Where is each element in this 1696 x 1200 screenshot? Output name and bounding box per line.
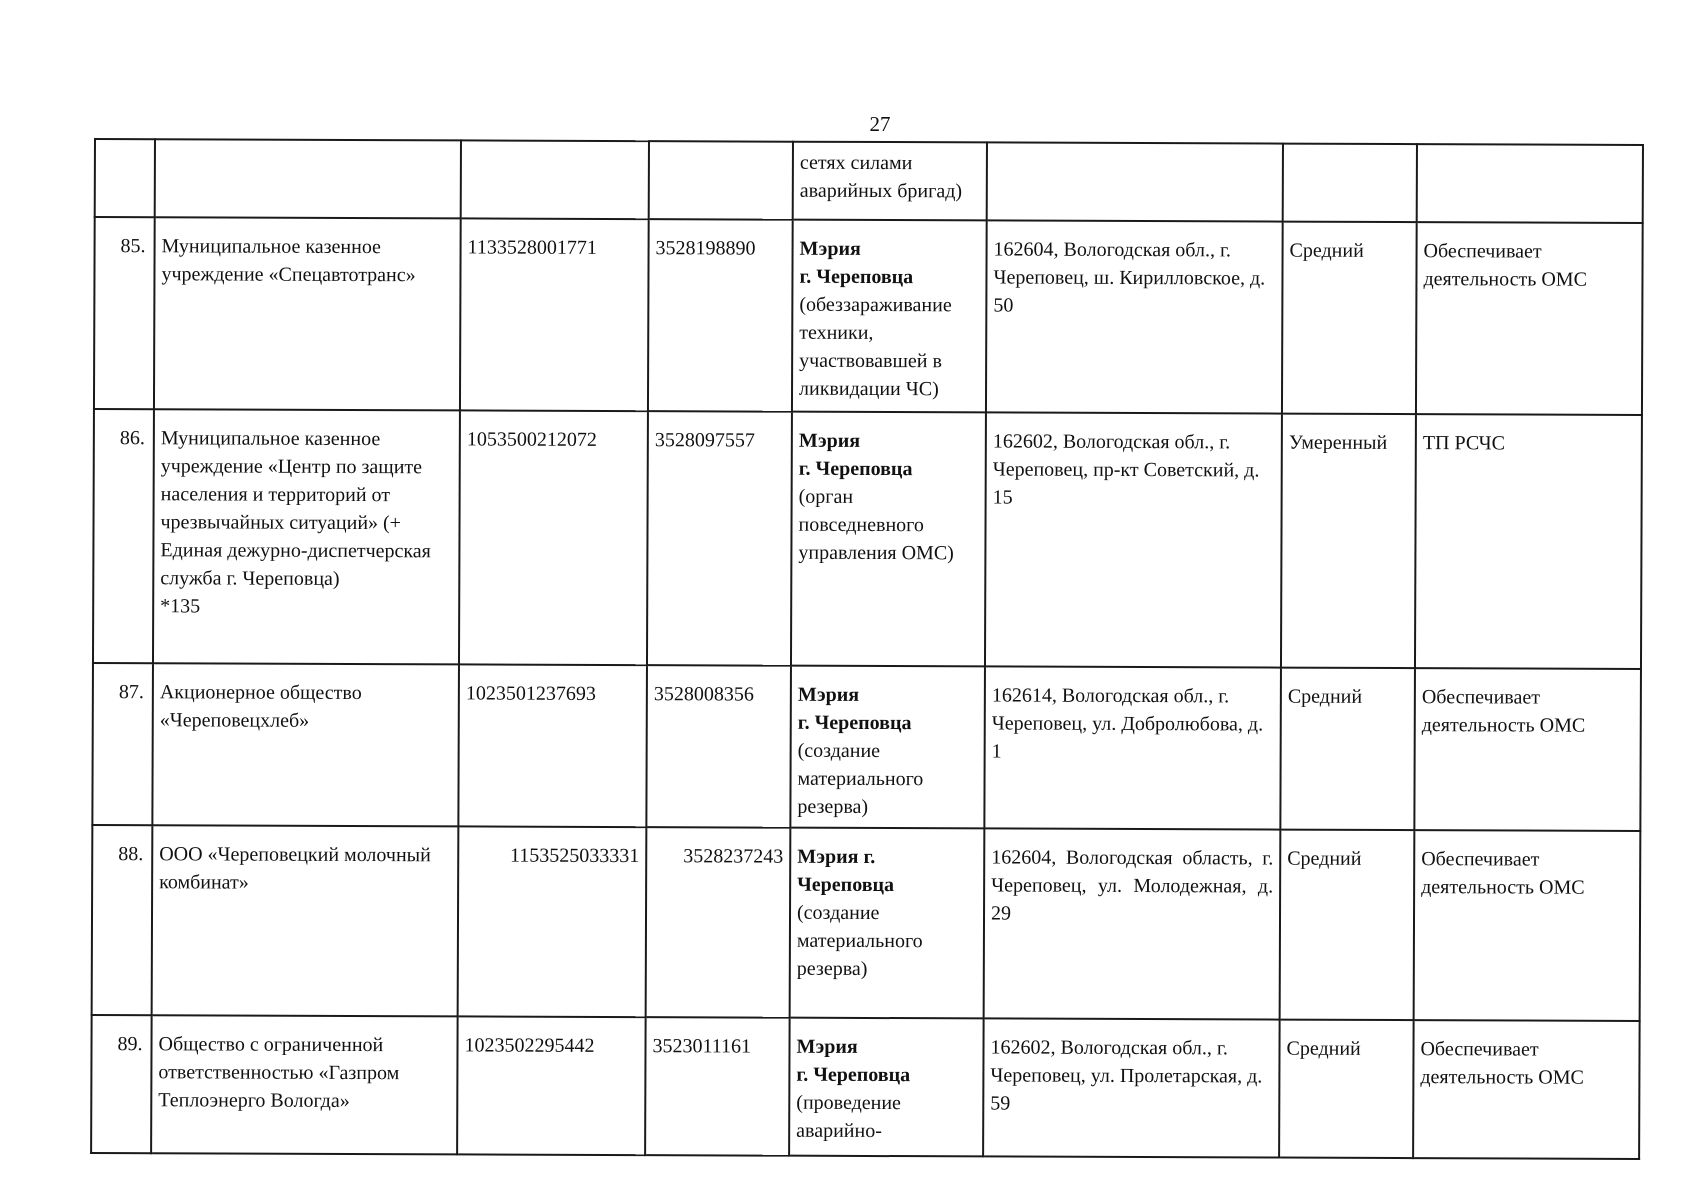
cell-responsible <box>791 412 986 667</box>
risk-level: Средний <box>1280 668 1415 831</box>
role-text: (проведение аварийно- <box>796 1091 901 1143</box>
org-name: Общество с ограниченной ответственностью «Газпром Теплоэнерго Вологда» <box>151 1015 458 1154</box>
page-number: 27 <box>869 112 891 136</box>
function: ТП РСЧС <box>1415 414 1642 669</box>
cell-address <box>987 142 1283 221</box>
responsible-org: Мэрия <box>797 683 860 706</box>
role-text: (создание материального резерва) <box>797 739 924 818</box>
org-name: ООО «Череповецкий молочный комбинат» <box>152 825 459 1016</box>
cell-responsible <box>792 220 987 413</box>
responsible-city: г. Череповца <box>799 265 914 289</box>
address: 162602, Вологодская обл., г. Череповец, пр-кт Советский, д. 15 <box>985 412 1282 667</box>
role-text: (обеззараживание техники, участвовавшей в ликвидации ЧС) <box>799 293 952 401</box>
cell-responsible <box>790 828 985 1019</box>
responsible-city: г. Череповца <box>796 1063 911 1087</box>
responsible-org: Мэрия г. <box>797 845 876 869</box>
ogrn: 1023502295442 <box>457 1016 646 1155</box>
org-name: Акционерное общество «Череповецхлеб» <box>152 663 459 826</box>
row-number: 87. <box>92 663 153 825</box>
function: Обеспечивает деятельность ОМС <box>1413 1020 1640 1159</box>
table-row-continuation <box>95 139 1643 223</box>
row-number: 86. <box>93 409 154 663</box>
responsible-city: г. Череповца <box>798 457 913 481</box>
org-name: Муниципальное казенное учреждение «Спецавтотранс» <box>154 217 461 410</box>
organizations-table <box>90 138 1644 1160</box>
ogrn: 1153525033331 <box>458 826 647 1017</box>
responsible-org: Мэрия <box>799 237 861 260</box>
inn: 3528097557 <box>647 411 792 666</box>
ogrn: 1053500212072 <box>459 410 648 665</box>
responsible-org: Мэрия <box>798 429 861 452</box>
table-row <box>94 217 1643 415</box>
address: 162604, Вологодская обл., г. Череповец, ш. Кирилловское, д. 50 <box>986 220 1283 413</box>
table-row <box>91 1015 1640 1159</box>
risk-level: Средний <box>1280 830 1415 1021</box>
org-name: Муниципальное казенное учреждение «Центр по защите населения и территорий от чрезвычайных ситуаций» (+ Единая дежурно-диспетчерская служба г. Череповца) <box>160 427 431 590</box>
cell-num <box>95 139 155 217</box>
cell-inn <box>649 141 793 220</box>
inn: 3523011161 <box>645 1017 790 1156</box>
risk-level: Средний <box>1279 1020 1414 1159</box>
table-row <box>93 409 1642 669</box>
ogrn: 1023501237693 <box>458 664 647 827</box>
cell-responsible <box>790 666 985 829</box>
inn: 3528237243 <box>646 827 791 1018</box>
ogrn: 1133528001771 <box>460 218 649 411</box>
role-text: сетях силами аварийных бригад) <box>799 151 963 203</box>
function: Обеспечивает деятельность ОМС <box>1414 668 1641 831</box>
cell-name <box>155 139 461 218</box>
address: 162604, Вологодская область, г. Череповец, ул. Молодежная, д. 29 <box>984 828 1281 1019</box>
role-text: (создание материального резерва) <box>796 901 923 980</box>
address: 162614, Вологодская обл., г. Череповец, ул. Добролюбова, д. 1 <box>984 666 1281 829</box>
function: Обеспечивает деятельность ОМС <box>1414 830 1641 1021</box>
address: 162602, Вологодская обл., г. Череповец, ул. Пролетарская, д. 59 <box>983 1018 1280 1157</box>
cell-level <box>1283 144 1417 223</box>
inn: 3528198890 <box>648 219 793 412</box>
responsible-city: Череповца <box>797 873 895 897</box>
cell-responsible <box>789 1018 984 1157</box>
function: Обеспечивает деятельность ОМС <box>1416 222 1643 415</box>
row-number: 88. <box>92 825 153 1015</box>
inn: 3528008356 <box>646 665 791 828</box>
table-row <box>92 825 1641 1021</box>
table-row <box>92 663 1641 831</box>
cell-function <box>1417 144 1643 223</box>
cell-org-name <box>153 409 460 664</box>
row-number: 85. <box>94 217 155 409</box>
org-name-note: *135 <box>160 595 201 618</box>
cell-role <box>793 142 987 221</box>
risk-level: Средний <box>1282 222 1417 415</box>
risk-level: Умеренный <box>1281 414 1416 669</box>
cell-ogrn <box>461 140 649 219</box>
responsible-org: Мэрия <box>796 1035 858 1058</box>
role-text: (орган повседневного управления ОМС) <box>798 485 954 565</box>
responsible-city: г. Череповца <box>797 711 912 735</box>
row-number: 89. <box>91 1015 152 1153</box>
